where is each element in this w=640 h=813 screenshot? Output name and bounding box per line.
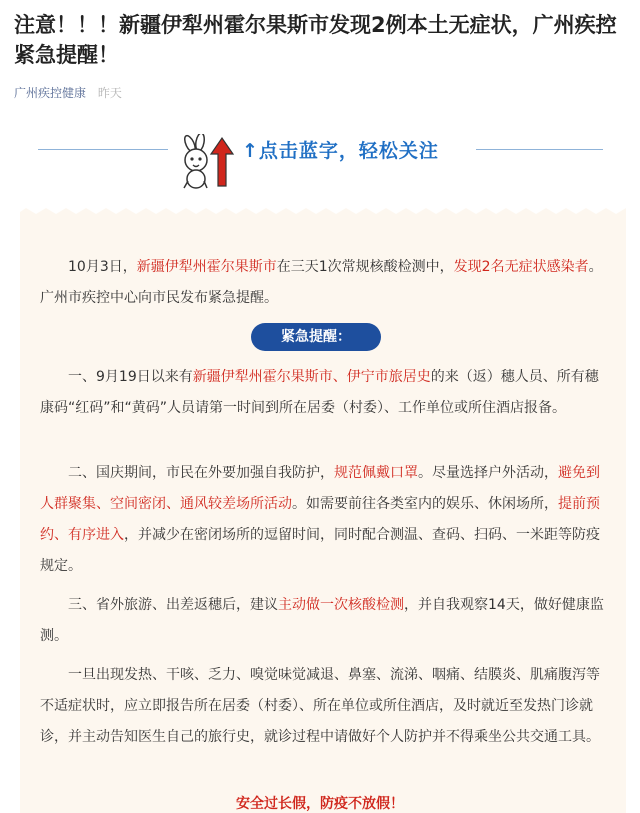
article-meta	[14, 84, 122, 101]
intro-location: 新疆伊犁州霍尔果斯市	[136, 259, 277, 275]
reminder-item-3	[40, 590, 606, 652]
intro-paragraph	[40, 252, 606, 314]
intro-finding: 发现2名无症状感染者	[453, 259, 589, 275]
reminder-item-1	[40, 362, 606, 424]
reminder-item-4: 一旦出现发热、干咳、乏力、嗅觉味觉减退、鼻塞、流涕、咽痛、结膜炎、肌痛腹泻等不适症状时，应立即报告所在居委（村委）、所在单位或所住酒店，及时就近至发热门诊就诊，并主动告知医生自己的旅行史，就诊过程中请做好个人防护并不得乘坐公共交通工具。	[40, 667, 600, 745]
divider-right	[476, 149, 603, 150]
item3-text: 三、省外旅游、出差返穗后，建议	[68, 597, 278, 613]
follow-prompt[interactable]: ↑点击蓝字，轻松关注	[242, 140, 439, 162]
item2-text: 二、国庆期间，市民在外要加强自我防护，	[68, 465, 334, 481]
item1-highlight: 新疆伊犁州霍尔果斯市、伊宁市旅居史	[192, 369, 431, 385]
rabbit-mascot-icon	[174, 134, 236, 190]
item2-text-c: 。如需要前往各类室内的娱乐、休闲场所，	[292, 496, 558, 512]
article-title: 注意！！！新疆伊犁州霍尔果斯市发现2例本土无症状，广州疾控紧急提醒！	[14, 13, 617, 67]
item3-highlight: 主动做一次核酸检测	[278, 597, 404, 613]
divider-left	[38, 149, 168, 150]
intro-date: 10月3日，	[68, 259, 137, 275]
item2-text-b: 。尽量选择户外活动，	[418, 465, 558, 481]
item2-tail: ，并减少在密闭场所的逗留时间，同时配合测温、查码、扫码、一米距等防疫规定。	[40, 527, 600, 574]
urgent-reminder-badge: 紧急提醒：	[251, 323, 381, 351]
publish-time: 昨天	[97, 86, 122, 100]
panel-top-border	[20, 200, 626, 216]
intro-tail: 。广州市疾控中心向市民发布紧急提醒。	[40, 259, 603, 306]
item2-highlight-mask: 规范佩戴口罩	[334, 465, 418, 481]
item2-highlight-avoid: 避免到人群聚集、空间密闭、通风较差场所活动	[40, 465, 600, 512]
account-name-link[interactable]: 广州疾控健康	[14, 86, 87, 100]
item1-tail: 的来（返）穗人员、所有穗康码“红码”和“黄码”人员请第一时间到所在居委（村委）、工作单位或所住酒店报备。	[40, 369, 599, 416]
item2-highlight-booking: 提前预约、有序进入	[40, 496, 600, 543]
reminder-item-2	[40, 458, 606, 582]
closing-slogan: 安全过长假，防疫不放假！	[236, 796, 404, 812]
item1-text: 一、9月19日以来有	[68, 369, 193, 385]
item3-tail: ，并自我观察14天，做好健康监测。	[40, 597, 604, 644]
follow-banner[interactable]	[0, 130, 640, 190]
intro-text: 在三天1次常规核酸检测中，	[276, 259, 454, 275]
